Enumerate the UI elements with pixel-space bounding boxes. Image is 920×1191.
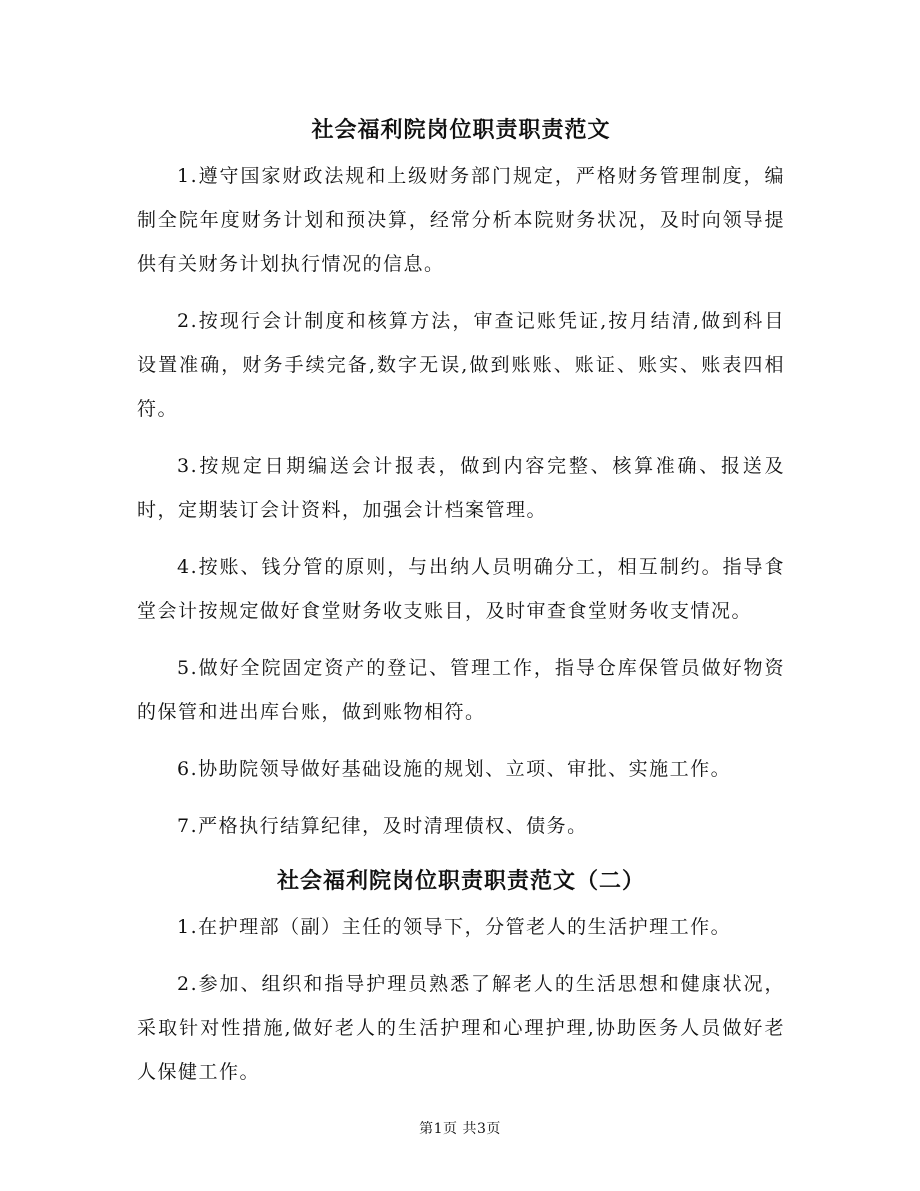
section-2-item-2: 2.参加、组织和指导护理员熟悉了解老人的生活思想和健康状况，采取针对性措施,做好老人的生活护理和心理护理,协助医务人员做好老人保健工作。 <box>137 973 785 1083</box>
section-2-title: 社会福利院岗位职责职责范文（二） <box>276 868 645 894</box>
section-1-item-7: 7.严格执行结算纪律，及时清理债权、债务。 <box>177 815 588 837</box>
section-1-item-3: 3.按规定日期编送会计报表，做到内容完整、核算准确、报送及时，定期装订会计资料，加强会计档案管理。 <box>137 455 785 521</box>
section-1-item-4: 4.按账、钱分管的原则，与出纳人员明确分工，相互制约。指导食堂会计按规定做好食堂财务收支账目，及时审查食堂财务收支情况。 <box>137 556 785 622</box>
section-1-item-6: 6.协助院领导做好基础设施的规划、立项、审批、实施工作。 <box>177 758 732 780</box>
section-1-item-2: 2.按现行会计制度和核算方法，审查记账凭证,按月结清,做到科目设置准确，财务手续完备,数字无误,做到账账、账证、账实、账表四相符。 <box>137 310 785 420</box>
section-2-item-1: 1.在护理部（副）主任的领导下，分管老人的生活护理工作。 <box>177 916 732 938</box>
section-1-item-1: 1.遵守国家财政法规和上级财务部门规定，严格财务管理制度，编制全院年度财务计划和预决算，经常分析本院财务状况，及时向领导提供有关财务计划执行情况的信息。 <box>137 165 785 275</box>
document-body <box>137 110 785 1107</box>
section-1-title: 社会福利院岗位职责职责范文 <box>311 117 611 143</box>
page-number-footer: 第1页 共3页 <box>419 1121 501 1137</box>
section-1-item-5: 5.做好全院固定资产的登记、管理工作，指导仓库保管员做好物资的保管和进出库台账，做到账物相符。 <box>137 657 785 723</box>
